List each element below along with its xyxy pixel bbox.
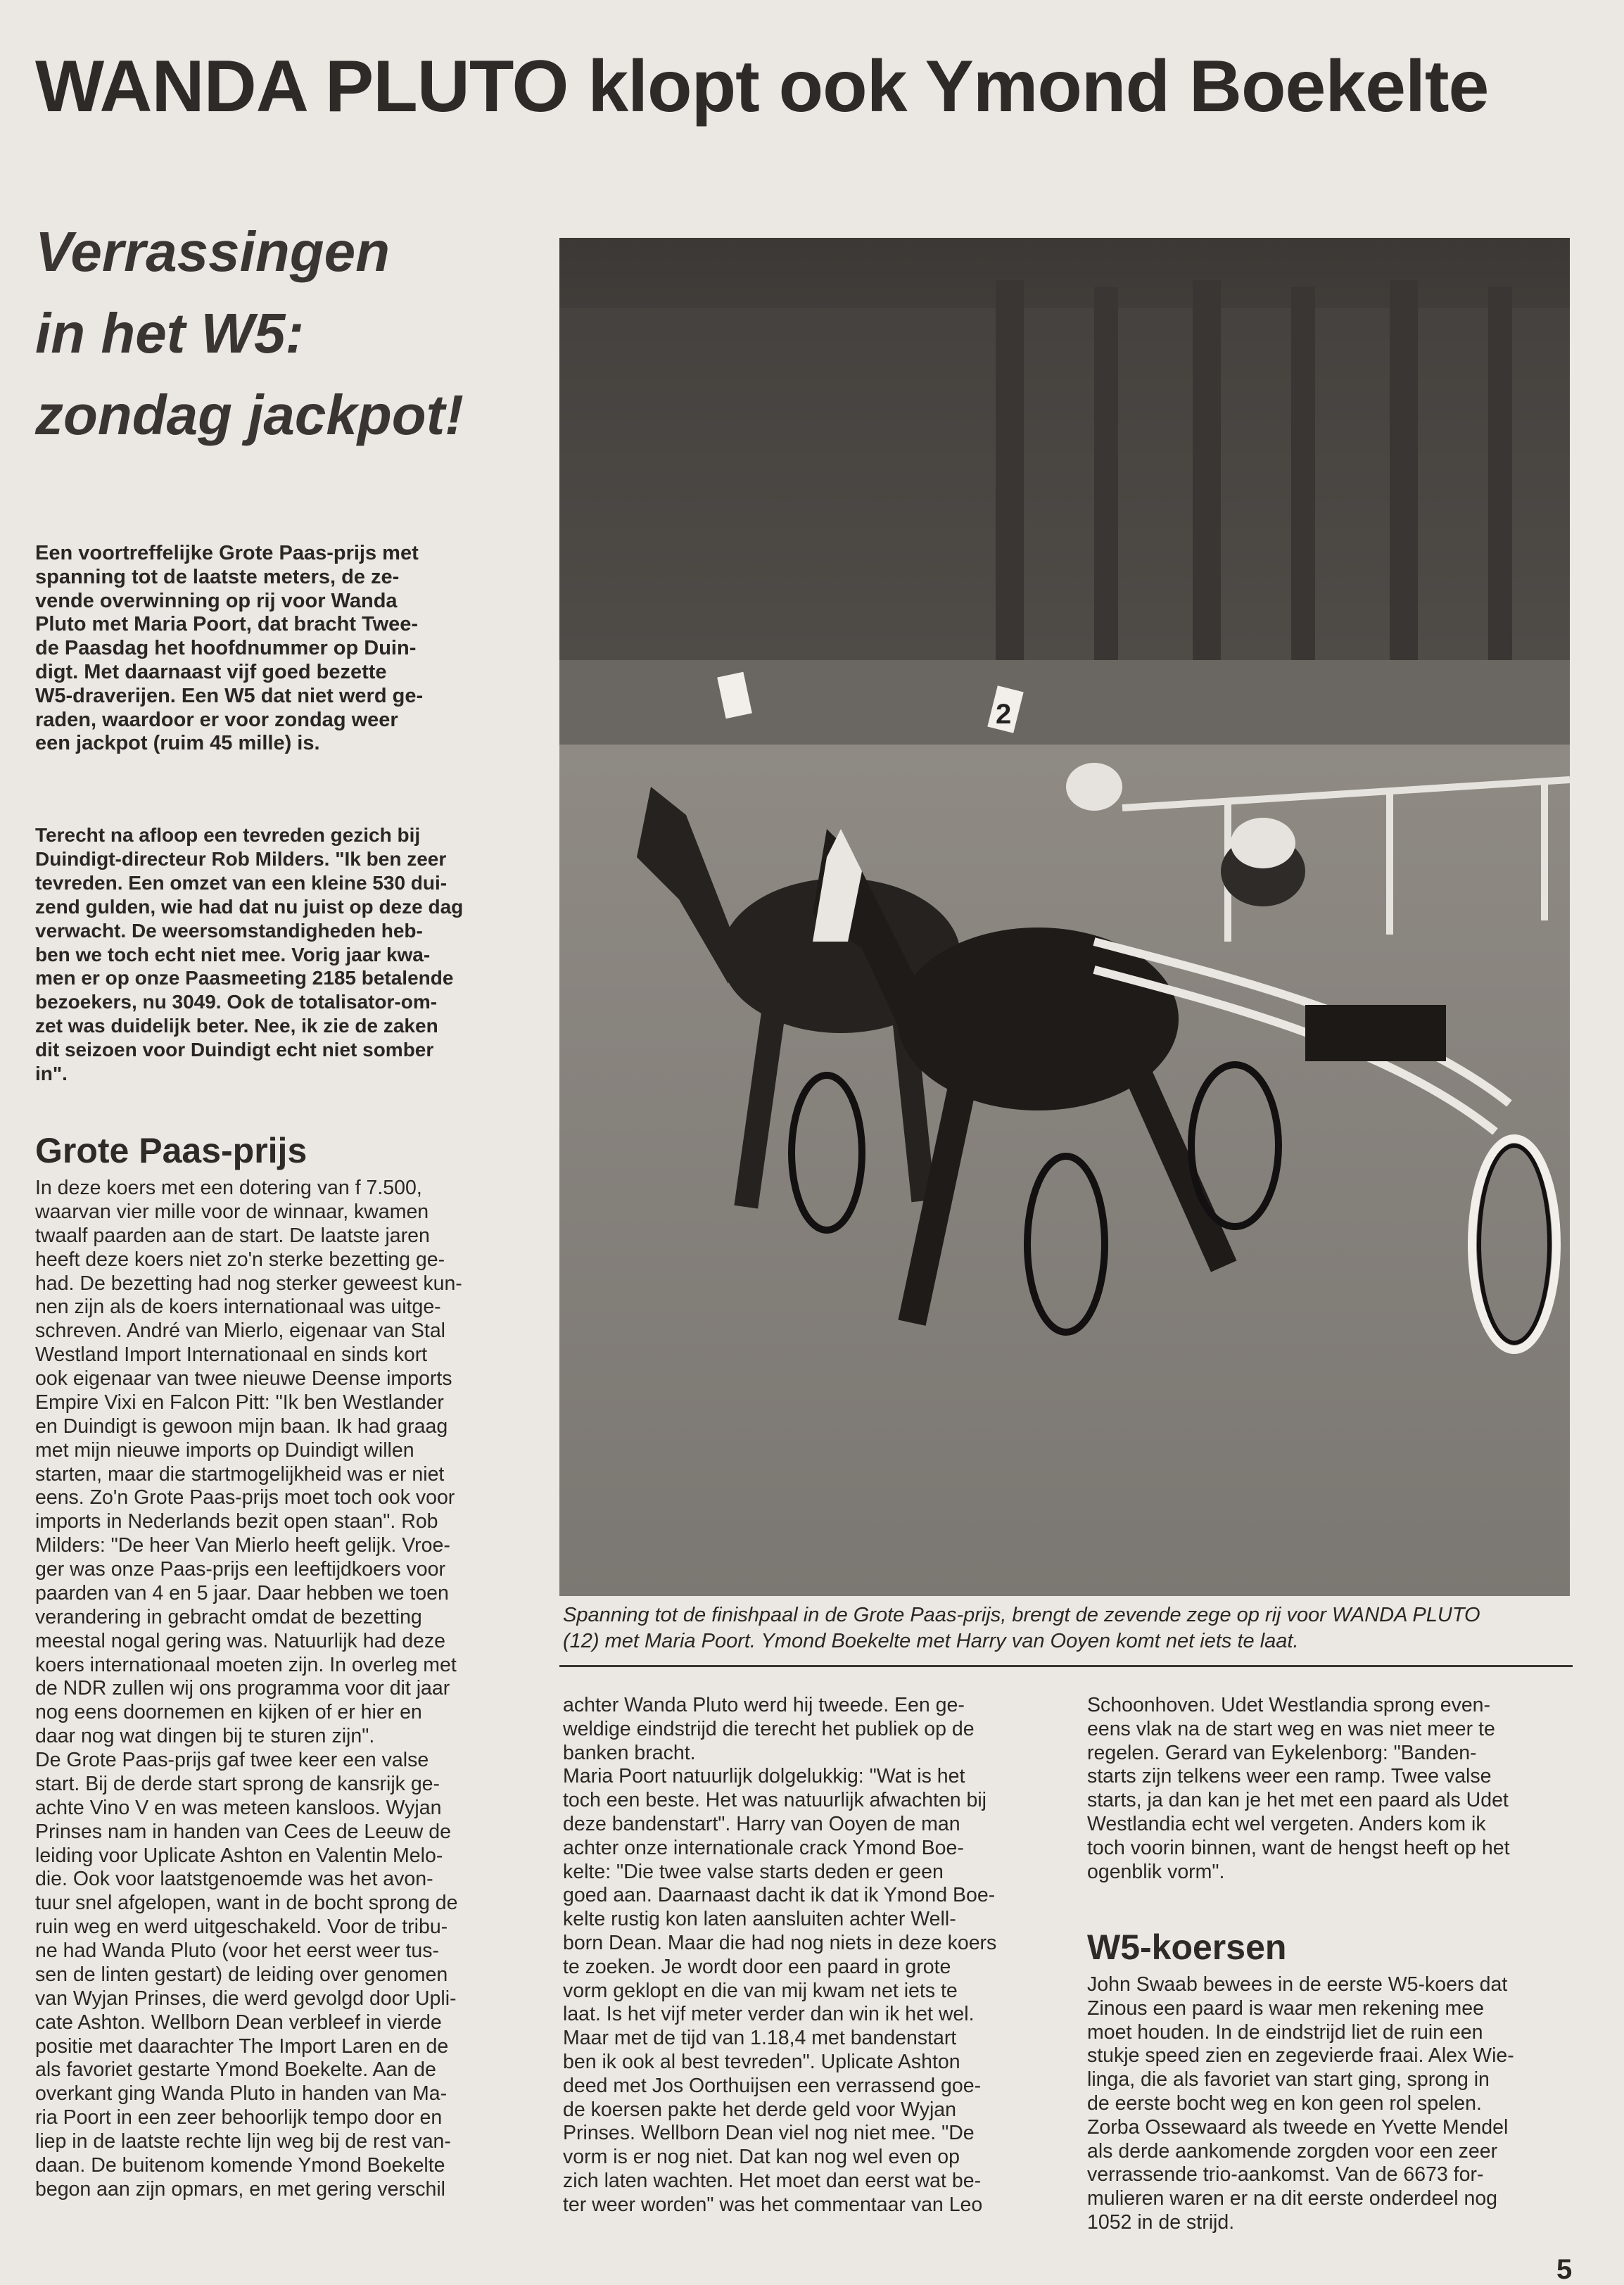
- text-line: tevreden. Een omzet van een kleine 530 dui-: [35, 871, 448, 894]
- text-line: Duindigt-directeur Rob Milders. "Ik ben zeer: [35, 847, 447, 870]
- text-line: liep in de laatste rechte lijn weg bij de rest van-: [35, 2130, 451, 2153]
- text-line: Zinous een paard is waar men rekening mee: [1087, 1996, 1484, 2020]
- text-line: John Swaab bewees in de eerste W5-koers dat: [1087, 1973, 1508, 1996]
- text-line: een jackpot (ruim 45 mille) is.: [35, 732, 320, 755]
- text-line: schreven. André van Mierlo, eigenaar van Stal: [35, 1319, 445, 1343]
- subheadline-line: in het W5:: [35, 302, 305, 365]
- photo-caption: [563, 1602, 1569, 1654]
- text-line: Prinses nam in handen van Cees de Leeuw de: [35, 1820, 451, 1843]
- section-heading-grote-paas-prijs: Grote Paas-prijs: [35, 1131, 307, 1170]
- text-line: achter Wanda Pluto werd hij tweede. Een ge-: [563, 1694, 965, 1716]
- text-line: overkant ging Wanda Pluto in handen van Ma-: [35, 2082, 448, 2106]
- text-line: ria Poort in een zeer behoorlijk tempo door en: [35, 2106, 443, 2129]
- text-line: kelte rustig kon laten aansluiten achter Well-: [563, 1908, 956, 1931]
- text-line: Pluto met Maria Poort, dat bracht Twee-: [35, 613, 419, 636]
- caption-line: (12) met Maria Poort. Ymond Boekelte met Harry van Ooyen komt net iets te laat.: [563, 1630, 1299, 1652]
- text-line: eens. Zo'n Grote Paas-prijs moet toch ook voor: [35, 1486, 455, 1509]
- text-line: verwacht. De weersomstandigheden heb-: [35, 919, 423, 942]
- text-line: had. De bezetting had nog sterker geweest kun-: [35, 1272, 462, 1295]
- subheadline-line: Verrassingen: [35, 220, 390, 283]
- text-line: nen zijn als de koers internationaal was uitge-: [35, 1296, 441, 1319]
- text-line: vorm geklopt en die van mij kwam net iets te: [563, 1979, 958, 2002]
- text-line: vorm is er nog niet. Dat kan nog wel even op: [563, 2146, 960, 2169]
- text-line: Milders: "De heer Van Mierlo heeft gelijk. Vroe-: [35, 1534, 450, 1557]
- text-line: goed aan. Daarnaast dacht ik dat ik Ymond Boe-: [563, 1884, 996, 1907]
- text-line: starts zijn telkens weer een ramp. Twee valse: [1087, 1765, 1492, 1788]
- text-line: achter onze internationale crack Ymond Boe-: [563, 1836, 964, 1859]
- text-line: positie met daarachter The Import Laren en de: [35, 2034, 449, 2058]
- text-line: De Grote Paas-prijs gaf twee keer een valse: [35, 1749, 429, 1771]
- text-line: mulieren waren er na dit eerste onderdeel nog: [1087, 2187, 1498, 2210]
- text-line: deze bandenstart". Harry van Ooyen de man: [563, 1812, 960, 1835]
- text-line: Empire Vixi en Falcon Pitt: "Ik ben Westlander: [35, 1391, 444, 1414]
- subheadline-line: zondag jackpot!: [35, 384, 464, 446]
- text-line: spanning tot de laatste meters, de ze-: [35, 565, 400, 588]
- text-line: ben we toch echt niet mee. Vorig jaar kwa-: [35, 943, 431, 966]
- text-line: eens vlak na de start weg en was niet meer te: [1087, 1717, 1495, 1740]
- text-line: starten, maar die startmogelijkheid was er niet: [35, 1462, 445, 1486]
- text-line: achte Vino V en was meteen kansloos. Wyjan: [35, 1796, 442, 1819]
- text-line: banken bracht.: [563, 1741, 696, 1764]
- text-line: dit seizoen voor Duindigt echt niet somber: [35, 1039, 434, 1061]
- subheadline: [35, 211, 542, 456]
- text-line: leiding voor Uplicate Ashton en Valentin Melo-: [35, 1844, 443, 1867]
- lead-paragraph: [35, 542, 521, 756]
- text-line: als derde aankomende zorgden voor een zeer: [1087, 2139, 1498, 2163]
- article-column-2: [563, 1694, 1055, 2217]
- text-line: Terecht na afloop een tevreden gezich bij: [35, 824, 421, 846]
- text-line: 1052 in de strijd.: [1087, 2210, 1235, 2234]
- text-line: nog eens doornemen en kijken of er hier en: [35, 1701, 422, 1724]
- text-line: als favoriet gestarte Ymond Boekelte. Aan de: [35, 2058, 436, 2082]
- text-line: de NDR zullen wij ons programma voor dit jaar: [35, 1677, 450, 1700]
- text-line: de Paasdag het hoofdnummer op Duin-: [35, 637, 417, 660]
- text-line: met mijn nieuwe imports op Duindigt willen: [35, 1438, 414, 1462]
- text-line: weldige eindstrijd die terecht het publiek op de: [563, 1717, 975, 1740]
- caption-line: Spanning tot de finishpaal in de Grote Paas-prijs, brengt de zevende zege op rij voor WANDA PLUTO: [563, 1604, 1480, 1626]
- text-line: born Dean. Maar die had nog niets in deze koers: [563, 1931, 997, 1954]
- text-line: verrassende trio-aankomst. Van de 6673 for-: [1087, 2163, 1484, 2186]
- text-line: ruin weg en werd uitgeschakeld. Voor de tribu-: [35, 1916, 448, 1939]
- section-heading-w5-koersen: W5-koersen: [1087, 1928, 1287, 1967]
- text-line: laat. Is het vijf meter verder dan win ik het wel.: [563, 2003, 975, 2026]
- text-line: heeft deze koers niet zo'n sterke bezetting ge-: [35, 1248, 445, 1271]
- text-line: ne had Wanda Pluto (voor het eerst weer tus-: [35, 1939, 439, 1962]
- text-line: verandering in gebracht omdat de bezetting: [35, 1605, 422, 1628]
- text-line: cate Ashton. Wellborn Dean verbleef in vierde: [35, 2011, 442, 2034]
- text-line: Prinses. Wellborn Dean viel nog niet mee. "De: [563, 2122, 975, 2145]
- text-line: raden, waardoor er voor zondag weer: [35, 708, 398, 731]
- headline: WANDA PLUTO klopt ook Ymond Boekelte: [35, 46, 1489, 127]
- text-line: Schoonhoven. Udet Westlandia sprong even-: [1087, 1694, 1491, 1716]
- article-column-3: [1087, 1694, 1580, 1884]
- text-line: meestal nogal gering was. Natuurlijk had deze: [35, 1629, 445, 1652]
- text-line: tuur snel afgelopen, want in de bocht sprong de: [35, 1892, 458, 1915]
- text-line: vende overwinning op rij voor Wanda: [35, 589, 398, 612]
- text-line: kelte: "Die twee valse starts deden er geen: [563, 1860, 944, 1883]
- text-line: van Wyjan Prinses, die werd gevolgd door Upli-: [35, 1987, 457, 2010]
- article-column-3-continued: [1087, 1973, 1580, 2235]
- text-line: start. Bij de derde start sprong de kansrijk ge-: [35, 1772, 440, 1795]
- text-line: stukje speed zien en zegevierde fraai. Alex Wie-: [1087, 2044, 1514, 2068]
- text-line: toch een beste. Het was natuurlijk afwachten bij: [563, 1789, 987, 1812]
- text-line: In deze koers met een dotering van f 7.500,: [35, 1177, 422, 1199]
- text-line: imports in Nederlands bezit open staan". Rob: [35, 1510, 438, 1533]
- text-line: in".: [35, 1063, 68, 1085]
- text-line: digt. Met daarnaast vijf goed bezette: [35, 660, 387, 683]
- text-line: zet was duidelijk beter. Nee, ik zie de zaken: [35, 1015, 438, 1037]
- text-line: daan. De buitenom komende Ymond Boekelte: [35, 2153, 445, 2177]
- text-line: zich laten wachten. Het moet dan eerst wat be-: [563, 2169, 982, 2192]
- text-line: begon aan zijn opmars, en met gering verschil: [35, 2177, 445, 2201]
- text-line: ter weer worden" was het commentaar van Leo: [563, 2193, 983, 2216]
- text-line: en Duindigt is gewoon mijn baan. Ik had graag: [35, 1414, 448, 1438]
- text-line: die. Ook voor laatstgenoemde was het avon-: [35, 1868, 433, 1891]
- text-line: zend gulden, wie had dat nu juist op deze dag: [35, 895, 464, 918]
- text-line: sen de linten gestart) de leiding over genomen: [35, 1963, 448, 1986]
- caption-divider: [559, 1665, 1573, 1667]
- text-line: Zorba Ossewaard als tweede en Yvette Mendel: [1087, 2115, 1509, 2139]
- text-line: bezoekers, nu 3049. Ook de totalisator-om-: [35, 991, 438, 1013]
- text-line: Westland Import Internationaal en sinds kort: [35, 1343, 428, 1367]
- text-line: Maar met de tijd van 1.18,4 met bandenstart: [563, 2027, 957, 2050]
- text-line: men er op onze Paasmeeting 2185 betalende: [35, 967, 454, 989]
- page-number: 5: [1556, 2254, 1573, 2285]
- text-line: Westlandia echt wel vergeten. Anders kom ik: [1087, 1812, 1486, 1835]
- text-line: de eerste bocht weg en kon geen rol spelen.: [1087, 2091, 1482, 2115]
- text-line: de koersen pakte het derde geld voor Wyjan: [563, 2098, 957, 2121]
- text-line: ger was onze Paas-prijs een leeftijdkoers voor: [35, 1558, 445, 1581]
- text-line: W5-draverijen. Een W5 dat niet werd ge-: [35, 684, 424, 707]
- text-line: koers internationaal moeten zijn. In overleg met: [35, 1653, 457, 1676]
- text-line: waarvan vier mille voor de winnaar, kwamen: [35, 1200, 429, 1223]
- text-line: regelen. Gerard van Eykelenborg: "Banden-: [1087, 1741, 1477, 1764]
- text-line: te zoeken. Je wordt door een paard in grote: [563, 1955, 951, 1978]
- text-line: ben ik ook al best tevreden". Uplicate Ashton: [563, 2050, 960, 2073]
- saddle-number-label: 2: [996, 699, 1012, 730]
- text-line: Maria Poort natuurlijk dolgelukkig: "Wat is het: [563, 1765, 965, 1788]
- text-line: ogenblik vorm".: [1087, 1860, 1225, 1883]
- intro-paragraph: [35, 823, 521, 1086]
- harness-race-photo: [559, 238, 1570, 1596]
- text-line: Een voortreffelijke Grote Paas-prijs met: [35, 542, 419, 564]
- text-line: moet houden. In de eindstrijd liet de ruin een: [1087, 2020, 1483, 2044]
- text-line: twaalf paarden aan de start. De laatste jaren: [35, 1224, 430, 1247]
- text-line: starts, ja dan kan je het met een paard als Udet: [1087, 1789, 1509, 1812]
- article-column-1: [35, 1177, 524, 2202]
- text-line: daar nog wat dingen bij te sturen zijn".: [35, 1725, 375, 1748]
- text-line: toch voorin binnen, want de hengst heeft op het: [1087, 1836, 1510, 1859]
- text-line: ook eigenaar van twee nieuwe Deense imports: [35, 1367, 452, 1390]
- text-line: deed met Jos Oorthuijsen een verrassend goe-: [563, 2074, 982, 2097]
- text-line: paarden van 4 en 5 jaar. Daar hebben we toen: [35, 1581, 449, 1604]
- text-line: linga, die als favoriet van start ging, sprong in: [1087, 2068, 1490, 2091]
